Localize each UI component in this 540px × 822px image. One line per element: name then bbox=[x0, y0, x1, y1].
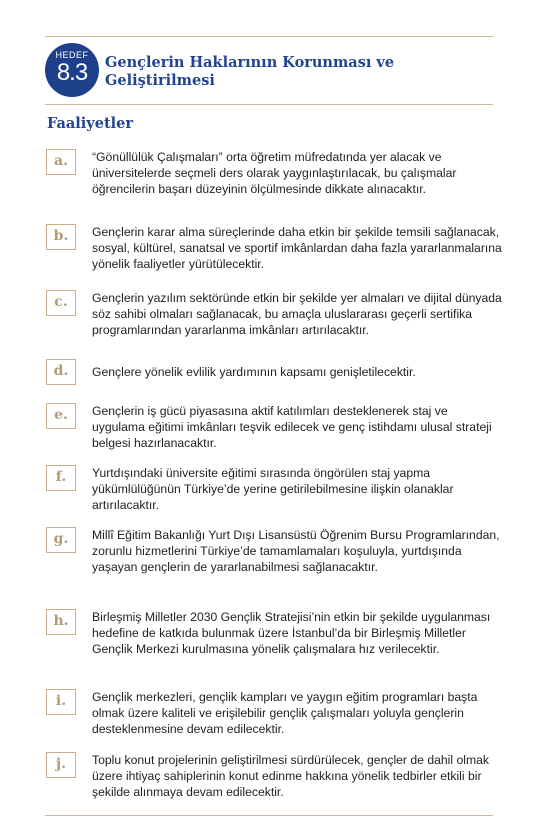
item-letter: e. bbox=[46, 403, 76, 429]
item-letter: a. bbox=[46, 149, 76, 175]
goal-title: Gençlerin Haklarının Korunması ve Geliştirilmesi bbox=[105, 54, 395, 89]
item-letter: g. bbox=[46, 527, 76, 553]
item-letter: i. bbox=[46, 689, 76, 715]
item-letter: j. bbox=[46, 752, 76, 778]
bottom-divider bbox=[45, 815, 493, 816]
section-title: Faaliyetler bbox=[47, 115, 134, 132]
item-text: Gençlerin yazılım sektöründe etkin bir şekilde yer almaları ve dijital dünyada söz sahibi olmaları sağlanacak, bu amaçla uluslararası geçerli sertifika programlarından yararlanma imkânları artırılacaktır. bbox=[92, 291, 502, 338]
item-text: Yurtdışındaki üniversite eğitimi sırasında öngörülen staj yapma yükümlülüğünün Türkiye’de yerine getirilebilmesine ilişkin olanaklar artırılacaktır. bbox=[92, 466, 454, 513]
item-letter: c. bbox=[46, 290, 76, 316]
item-text: Millî Eğitim Bakanlığı Yurt Dışı Lisansüstü Öğrenim Bursu Programlarından, zorunlu hizmetlerini Türkiye’de tamamlamaları koşuluyla, yurtdışında yaşayan gençlerin de yararlanabilmesi sağlanacaktır. bbox=[92, 528, 500, 575]
goal-number: 8.3 bbox=[56, 59, 88, 86]
section-divider bbox=[45, 104, 493, 105]
goal-badge bbox=[45, 43, 99, 97]
item-letter: h. bbox=[46, 609, 76, 635]
item-text: “Gönüllülük Çalışmaları” orta öğretim müfredatında yer alacak ve üniversitelerde seçmeli ders olarak yaygınlaştırılacak, bu çalışmalar öğrencilerin başarı düzeyinin ölçülmesinde dikkate alınacaktır. bbox=[92, 150, 457, 197]
item-text: Gençlerin iş gücü piyasasına aktif katılımları desteklenerek staj ve uygulama eğitimi imkânları teşvik edilecek ve genç istihdamı ulusal strateji belgesi hazırlanacaktır. bbox=[92, 404, 492, 451]
goal-label: HEDEF bbox=[55, 50, 89, 60]
item-letter: b. bbox=[46, 224, 76, 250]
item-letter: f. bbox=[46, 465, 76, 491]
top-divider bbox=[45, 36, 493, 37]
item-text: Toplu konut projelerinin geliştirilmesi sürdürülecek, gençler de dahil olmak üzere ihtiyaç sahiplerinin konut edinme hakkına yönelik tedbirler etkili bir şekilde alınmaya devam edilecektir. bbox=[92, 753, 489, 800]
item-text: Gençlerin karar alma süreçlerinde daha etkin bir şekilde temsili sağlanacak, sosyal, kültürel, sanatsal ve sportif imkânlardan daha fazla yararlanmalarına yönelik faaliyetler yürütülecektir. bbox=[92, 225, 502, 272]
item-text: Gençlere yönelik evlilik yardımının kapsamı genişletilecektir. bbox=[92, 365, 416, 379]
item-text: Birleşmiş Milletler 2030 Gençlik Stratejisi’nin etkin bir şekilde uygulanması hedefine de katkıda bulunmak üzere İstanbul’da bir Birleşmiş Milletler Gençlik Merkezi kurulmasına yönelik çalışmalara hız verilecektir. bbox=[92, 610, 491, 657]
item-letter: d. bbox=[46, 359, 76, 385]
item-text: Gençlik merkezleri, gençlik kampları ve yaygın eğitim programları başta olmak üzere kaliteli ve erişilebilir gençlik çalışmaları yoluyla gençlerin desteklenmesine devam edilecektir. bbox=[92, 690, 478, 737]
